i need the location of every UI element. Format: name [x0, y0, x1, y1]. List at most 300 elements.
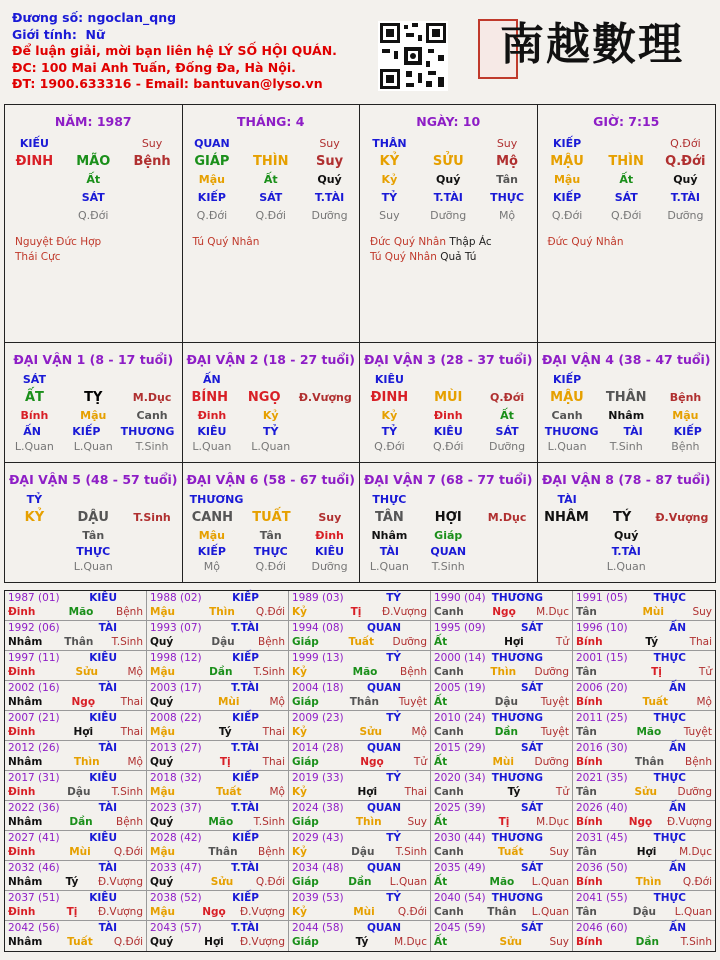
annual-cell [147, 711, 289, 740]
annual-chi: Thân [487, 905, 517, 918]
pillar-text: Mậu [198, 173, 225, 186]
annual-head [8, 832, 143, 846]
annual-cell [5, 681, 147, 710]
annual-cell [431, 801, 573, 830]
daivan-gods [5, 545, 182, 559]
annual-year: 2034 (48) [292, 862, 344, 874]
hidden-stem: Kỷ [381, 409, 398, 422]
annual-chi: Tuất [497, 845, 524, 858]
annual-stage: Bệnh [116, 605, 143, 618]
hidden-god [14, 545, 54, 559]
annual-body [292, 846, 427, 860]
annual-body [150, 876, 285, 890]
annual-stage: T.Sinh [395, 845, 427, 858]
annual-god: ẤN [669, 622, 686, 634]
spacer [132, 491, 172, 509]
annual-can: Đinh [8, 665, 36, 678]
annual-body [434, 726, 569, 740]
annual-god: TỶ [386, 772, 401, 784]
annual-stage: Mộ [127, 665, 143, 678]
hidden-state [310, 439, 350, 455]
annual-can: Giáp [292, 695, 319, 708]
pillar-text: Mộ [498, 209, 516, 222]
annual-head [434, 832, 569, 846]
pillar-text: Suy [316, 154, 344, 169]
annual-chi: Thìn [490, 665, 517, 678]
pillar-text: KIẾP [552, 191, 582, 204]
annual-god: T.TÀI [231, 622, 259, 634]
annual-cell [289, 921, 431, 951]
annual-can: Nhâm [8, 695, 43, 708]
annual-stage: L.Quan [531, 905, 569, 918]
hidden-state: Q.Đới [374, 440, 405, 453]
hidden-god: ẤN [23, 425, 41, 438]
hidden-god: THỰC [76, 545, 111, 558]
hidden-god [310, 425, 350, 439]
hidden-state: L.Quan [14, 440, 54, 453]
annual-can: Bính [576, 875, 603, 888]
hidden-god: TỶ [381, 425, 398, 438]
pillar-text: Dưỡng [311, 209, 348, 222]
pillar-text: Suy [496, 137, 518, 150]
annual-cell [289, 681, 431, 710]
daivan-hidden [538, 407, 716, 425]
annual-stage: M.Dục [536, 605, 569, 618]
annual-chi: Mão [352, 665, 378, 678]
annual-cell [573, 741, 715, 770]
daivan-god: ẤN [203, 373, 221, 386]
daivan-row-2 [5, 463, 715, 582]
annual-can: Quý [150, 755, 174, 768]
spacer [310, 371, 350, 389]
annual-god: THƯƠNG [491, 832, 543, 844]
daivan-top [360, 491, 537, 509]
pillar-title: NGÀY: 10 [416, 114, 481, 129]
pillar-text: THÂN [372, 137, 407, 150]
annual-head [292, 832, 427, 846]
annual-chi: Mùi [492, 755, 515, 768]
hidden-god: SÁT [495, 425, 519, 438]
pillar-text: Suy [319, 137, 340, 150]
annual-year: 1994 (08) [292, 622, 344, 634]
daivan-chi: NGỌ [247, 390, 281, 405]
annual-stage: Mộ [696, 695, 712, 708]
annual-year: 2045 (59) [434, 922, 486, 934]
annual-stage: Q.Đới [113, 845, 143, 858]
annual-cell [431, 891, 573, 920]
annual-chi: Thân [208, 845, 238, 858]
hidden-stem: Mậu [198, 529, 225, 542]
annual-stage: Q.Đới [682, 875, 712, 888]
pillar-line [538, 135, 716, 153]
annual-stage: T.Sinh [253, 815, 285, 828]
annual-year: 2018 (32) [150, 772, 202, 784]
daivan-hidden [360, 407, 537, 425]
note-star: Thập Ác [449, 236, 492, 248]
annual-god: THƯƠNG [491, 772, 543, 784]
daivan-title: ĐẠI VẬN 4 (38 - 47 tuổi) [541, 352, 711, 367]
annual-chi: Tị [651, 665, 662, 678]
daivan-cell [5, 343, 183, 462]
daivan-hidden [5, 407, 182, 425]
annual-stage: Đ.Vượng [381, 605, 427, 618]
daivan-gods [360, 425, 537, 439]
annual-chi: Hợi [357, 785, 378, 798]
spacer [606, 371, 646, 389]
pillar-text: Quý [673, 173, 698, 186]
annual-row [5, 801, 715, 831]
annual-cell [289, 591, 431, 620]
annual-chi: Sửu [75, 665, 98, 678]
daivan-states [360, 439, 537, 455]
annual-head [292, 922, 427, 936]
annual-chi: Mão [68, 605, 94, 618]
annual-body [150, 816, 285, 830]
annual-year: 2000 (14) [434, 652, 486, 664]
spacer [258, 491, 298, 509]
annual-can: Tân [576, 605, 597, 618]
contact-line: Để luận giải, mời bạn liên hệ LÝ SỐ HỘI QUÁN. [12, 43, 337, 58]
daivan-stems [360, 389, 537, 407]
annual-body [8, 816, 143, 830]
annual-body [576, 666, 712, 680]
annual-cell [431, 651, 573, 680]
annual-god: SÁT [520, 922, 543, 934]
annual-cell [147, 651, 289, 680]
pillar-line [5, 207, 182, 225]
daivan-can: BÍNH [191, 390, 228, 405]
daivan-stage: Đ.Vượng [655, 511, 709, 524]
annual-year: 2042 (56) [8, 922, 60, 934]
annual-chi: Tý [355, 935, 369, 948]
annual-cell [431, 621, 573, 650]
annual-can: Quý [150, 935, 174, 948]
annual-year: 2044 (58) [292, 922, 344, 934]
annual-cell [5, 621, 147, 650]
annual-body [576, 726, 712, 740]
annual-can: Quý [150, 875, 174, 888]
phone-email-line: ĐT: 1900.633316 - Email: bantuvan@lyso.vn [12, 76, 323, 91]
pillar-text: Dưỡng [667, 209, 704, 222]
annual-head [292, 712, 427, 726]
annual-row [5, 621, 715, 651]
annual-stage: Mộ [269, 695, 285, 708]
hidden-state: T.Sinh [609, 440, 643, 453]
spacer [665, 491, 705, 509]
annual-can: Đinh [8, 605, 36, 618]
annual-can: Canh [434, 905, 464, 918]
annual-year: 2016 (30) [576, 742, 628, 754]
annual-head [292, 862, 427, 876]
hidden-stem: Ất [500, 409, 514, 422]
pillar-text: Kỷ [381, 173, 398, 186]
annual-stage: Dưỡng [677, 785, 712, 798]
daivan-cell [538, 463, 716, 582]
daivan-can: NHÂM [544, 510, 589, 525]
annual-chi: Thìn [209, 605, 235, 618]
annual-stage: Bệnh [116, 815, 143, 828]
chart-grid [4, 104, 716, 583]
pillar-text [14, 171, 54, 189]
hidden-god [132, 545, 172, 559]
daivan-gods [360, 545, 537, 559]
daivan-stems [183, 389, 360, 407]
annual-stage: Thai [262, 755, 285, 768]
hidden-state: Dưỡng [488, 440, 526, 453]
annual-body [434, 906, 569, 920]
pillar-title: NĂM: 1987 [54, 114, 132, 129]
daivan-can: MẬU [550, 390, 584, 405]
hidden-stem [310, 407, 350, 425]
daivan-title: ĐẠI VẬN 7 (68 - 77 tuổi) [363, 472, 533, 487]
pillar-text: Q.Đới [551, 209, 583, 222]
pillar-text: Dưỡng [430, 209, 467, 222]
annual-body [150, 936, 285, 950]
annual-body [292, 696, 427, 710]
annual-can: Bính [576, 755, 603, 768]
annual-can: Canh [434, 665, 464, 678]
annual-can: Kỷ [292, 725, 307, 738]
annual-head [8, 802, 143, 816]
annual-stage: Tử [698, 665, 712, 678]
pillar-line [360, 153, 537, 171]
annual-body [150, 846, 285, 860]
daivan-stems [538, 389, 716, 407]
hidden-stem: Mậu [672, 409, 699, 422]
annual-stage: Mộ [269, 785, 285, 798]
annual-god: ẤN [669, 922, 686, 934]
annual-year: 1997 (11) [8, 652, 60, 664]
annual-year: 2001 (15) [576, 652, 628, 664]
annual-chi: Mùi [642, 605, 664, 618]
pillar-line [183, 153, 360, 171]
spacer [73, 371, 113, 389]
hidden-god [487, 545, 527, 559]
annual-row [5, 921, 715, 951]
annual-body [292, 816, 427, 830]
hidden-god: QUAN [430, 545, 467, 558]
annual-god: SÁT [520, 742, 543, 754]
annual-cell [289, 711, 431, 740]
annual-god: TÀI [98, 802, 117, 814]
annual-row [5, 861, 715, 891]
annual-year: 1991 (05) [576, 592, 628, 604]
address-line: ĐC: 100 Mai Anh Tuấn, Đống Đa, Hà Nội. [12, 59, 296, 75]
annual-head [8, 622, 143, 636]
pillar-text: THỰC [490, 191, 525, 204]
annual-year: 2039 (53) [292, 892, 344, 904]
pillar-text: KỶ [379, 154, 400, 169]
annual-head [434, 802, 569, 816]
hidden-state: Mộ [203, 560, 221, 573]
annual-cell [573, 801, 715, 830]
hidden-state: L.Quan [73, 560, 113, 573]
daivan-chi: THÂN [605, 390, 647, 405]
annual-body [292, 876, 427, 890]
annual-head [434, 862, 569, 876]
annual-stage: Tuyệt [398, 695, 427, 708]
annual-can: Mậu [150, 725, 176, 738]
annual-chi: Thìn [635, 875, 662, 888]
annual-year: 2030 (44) [434, 832, 486, 844]
annual-stage: L.Quan [389, 875, 427, 888]
annual-cell [5, 591, 147, 620]
daivan-hidden [5, 527, 182, 545]
annual-can: Mậu [150, 845, 176, 858]
annual-cell [147, 771, 289, 800]
annual-can: Tân [576, 725, 597, 738]
pillar-line [183, 207, 360, 225]
annual-chi: Tuất [67, 935, 93, 948]
annual-stage: M.Dục [679, 845, 712, 858]
annual-cell [147, 861, 289, 890]
pillar-text: Suy [379, 209, 400, 222]
annual-chi: Mùi [217, 695, 240, 708]
annual-year: 2036 (50) [576, 862, 628, 874]
spacer [665, 371, 705, 389]
daivan-top [538, 371, 716, 389]
annual-head [150, 622, 285, 636]
pillar-text: ĐINH [15, 154, 54, 169]
annual-stage: Dưỡng [392, 635, 427, 648]
annual-head [434, 922, 569, 936]
daivan-can: CANH [191, 510, 234, 525]
annual-stage: L.Quan [674, 905, 712, 918]
annual-head [8, 652, 143, 666]
hidden-state: Bệnh [671, 440, 700, 453]
annual-stage: Dưỡng [534, 665, 569, 678]
annual-chi: Tuất [642, 695, 669, 708]
pillar-text: Q.Đới [611, 209, 642, 222]
annual-can: Nhâm [8, 875, 43, 888]
annual-body [576, 636, 712, 650]
annual-head [150, 832, 285, 846]
annual-can: Kỷ [292, 605, 307, 618]
annual-body [292, 786, 427, 800]
annual-head [150, 592, 285, 606]
daivan-god: KIÊU [374, 373, 404, 386]
annual-can: Nhâm [8, 935, 43, 948]
pillar-text: THÌN [608, 154, 644, 169]
pillar-text: Bệnh [133, 154, 171, 169]
pillar-text: MÃO [76, 154, 111, 169]
annual-stage: Tử [555, 785, 569, 798]
annual-body [8, 696, 143, 710]
annual-can: Bính [576, 935, 603, 948]
annual-body [292, 666, 427, 680]
annual-head [576, 622, 712, 636]
annual-year: 2038 (52) [150, 892, 202, 904]
hidden-state: L.Quan [606, 560, 646, 573]
daivan-cell [183, 463, 361, 582]
annual-head [292, 682, 427, 696]
pillar-text [132, 207, 172, 225]
annual-chi: Dậu [494, 695, 518, 708]
pillar-text: THÌN [253, 154, 289, 169]
annual-year: 2027 (41) [8, 832, 60, 844]
pillar-text: KIẾP [552, 137, 582, 150]
annual-head [576, 652, 712, 666]
hidden-state: L.Quan [251, 440, 291, 453]
annual-head [150, 802, 285, 816]
annual-can: Ất [434, 935, 448, 948]
annual-cell [431, 711, 573, 740]
daivan-stems [360, 509, 537, 527]
annual-body [8, 786, 143, 800]
annual-body [292, 726, 427, 740]
daivan-stage: T.Sinh [133, 511, 171, 524]
annual-body [150, 756, 285, 770]
annual-can: Tân [576, 905, 597, 918]
annual-head [150, 862, 285, 876]
pillar-text: SỬU [432, 154, 464, 169]
note-star: Tú Quý Nhân [370, 251, 437, 263]
annual-body [8, 906, 143, 920]
annual-cell [573, 891, 715, 920]
spacer [487, 491, 527, 509]
annual-year: 1992 (06) [8, 622, 60, 634]
annual-head [434, 592, 569, 606]
annual-god: TỶ [386, 592, 401, 604]
pillar-text: Q.Đới [78, 209, 109, 222]
annual-can: Tân [576, 665, 597, 678]
annual-year: 2019 (33) [292, 772, 344, 784]
annual-god: THƯƠNG [491, 652, 543, 664]
pillar-line [183, 171, 360, 189]
annual-cell [147, 621, 289, 650]
daivan-stage: Bệnh [669, 391, 702, 404]
note-line [370, 235, 537, 250]
annual-chi: Tị [219, 755, 231, 768]
annual-god: QUAN [366, 622, 401, 634]
annual-chi: Sửu [499, 935, 522, 948]
hidden-stem: Quý [614, 529, 639, 542]
pillar-text: Mộ [496, 154, 518, 169]
annual-cell [289, 741, 431, 770]
annual-stage: Đ.Vượng [97, 905, 143, 918]
hidden-god: TÀI [379, 545, 400, 558]
daivan-hidden [360, 527, 537, 545]
annual-can: Giáp [292, 875, 319, 888]
annual-stage: Bệnh [258, 845, 285, 858]
annual-body [150, 906, 285, 920]
annual-year: 2021 (35) [576, 772, 628, 784]
annual-can: Tân [576, 845, 597, 858]
annual-body [576, 816, 712, 830]
hidden-stem [547, 527, 587, 545]
annual-head [150, 742, 285, 756]
pillar-text [606, 135, 646, 153]
annual-head [576, 832, 712, 846]
annual-can: Nhâm [8, 635, 43, 648]
daivan-gods [538, 425, 716, 439]
daivan-stage: Suy [318, 511, 342, 524]
annual-chi: Tuất [348, 635, 375, 648]
hidden-state: Q.Đới [255, 560, 286, 573]
annual-god: ẤN [669, 682, 686, 694]
hidden-stem: Canh [136, 409, 168, 422]
annual-cell [5, 801, 147, 830]
daivan-title: ĐẠI VẬN 2 (18 - 27 tuổi) [186, 352, 356, 367]
annual-year: 1990 (04) [434, 592, 486, 604]
pillar-text: GIÁP [194, 154, 230, 169]
annual-body [434, 636, 569, 650]
annual-stage: Q.Đới [397, 905, 427, 918]
pillar-text: Quý [436, 173, 461, 186]
daivan-top [183, 371, 360, 389]
pillar-text: SÁT [259, 191, 283, 204]
annual-body [434, 756, 569, 770]
